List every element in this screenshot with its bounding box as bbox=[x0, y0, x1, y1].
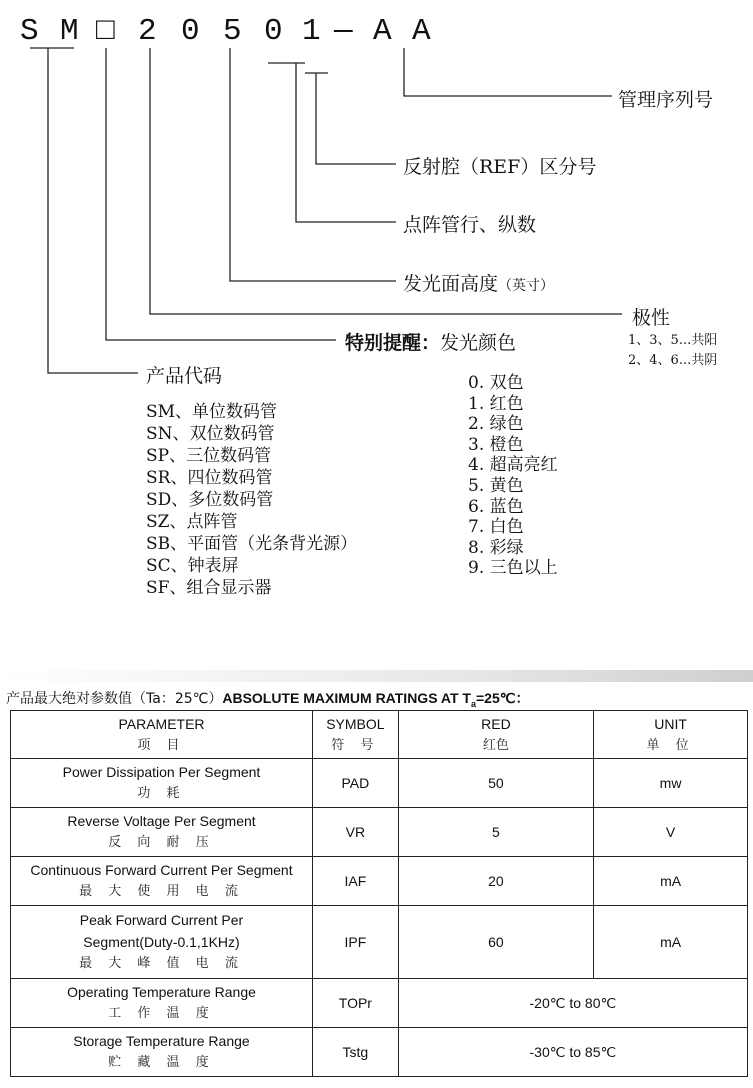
list-item: SP、三位数码管 bbox=[146, 446, 272, 466]
code-char-5: 5 bbox=[223, 14, 242, 49]
label-height bbox=[403, 269, 554, 296]
color-list bbox=[468, 373, 558, 579]
row-parameter bbox=[11, 1028, 313, 1077]
header-parameter-cn: 项 目 bbox=[137, 737, 186, 753]
list-item: 8. 彩绿 bbox=[468, 537, 524, 558]
note-prefix: 特别提醒： bbox=[345, 332, 441, 354]
header-unit-en: UNIT bbox=[654, 715, 687, 732]
row-value: 60 bbox=[398, 906, 593, 979]
header-red-en: RED bbox=[481, 715, 511, 732]
list-item: SN、双位数码管 bbox=[146, 424, 275, 444]
row-parameter-en: Operating Temperature Range bbox=[67, 984, 256, 1000]
header-red-cn: 红色 bbox=[482, 737, 509, 753]
leader-product bbox=[48, 48, 138, 373]
table-title-cn: 产品最大绝对参数值（Ta：25℃） bbox=[6, 691, 223, 707]
row-parameter-en: Power Dissipation Per Segment bbox=[62, 764, 261, 780]
list-item: SM、单位数码管 bbox=[146, 402, 278, 422]
section-divider bbox=[0, 670, 753, 682]
row-value: 20 bbox=[398, 857, 593, 906]
row-parameter bbox=[11, 808, 313, 857]
table-row bbox=[11, 906, 748, 979]
table-header-row bbox=[11, 711, 748, 759]
polarity-common-anode: 1、3、5...共阳 bbox=[628, 333, 718, 348]
label-product-code: 产品代码 bbox=[146, 365, 223, 387]
code-char-box: □ bbox=[96, 14, 115, 49]
list-item: 2. 绿色 bbox=[468, 414, 524, 435]
ratings-table bbox=[10, 710, 748, 1077]
code-char-0a: 0 bbox=[181, 14, 200, 49]
leader-ref-drop bbox=[316, 73, 396, 164]
row-symbol: IPF bbox=[313, 906, 399, 979]
table-title-sub: a bbox=[470, 698, 476, 709]
header-symbol-en: SYMBOL bbox=[326, 715, 385, 732]
table-row bbox=[11, 979, 748, 1028]
row-unit: mA bbox=[594, 857, 748, 906]
list-item: 9. 三色以上 bbox=[468, 558, 558, 579]
product-code-list bbox=[146, 401, 357, 599]
row-parameter-en2: Segment(Duty-0.1,1KHz) bbox=[83, 934, 240, 950]
header-parameter bbox=[11, 711, 313, 759]
table-title-tail: =25℃： bbox=[475, 690, 530, 706]
row-symbol: Tstg bbox=[313, 1028, 399, 1077]
row-parameter-en: Peak Forward Current Per bbox=[79, 912, 244, 928]
header-unit bbox=[594, 711, 748, 759]
label-dot-matrix: 点阵管行、纵数 bbox=[403, 214, 537, 236]
row-unit: mA bbox=[594, 906, 748, 979]
row-parameter bbox=[11, 759, 313, 808]
label-ref-code: 反射腔（REF）区分号 bbox=[403, 156, 597, 178]
code-char-2: 2 bbox=[138, 14, 157, 49]
list-item: SB、平面管（光条背光源） bbox=[146, 534, 358, 554]
row-symbol: PAD bbox=[313, 759, 399, 808]
row-parameter-en: Storage Temperature Range bbox=[73, 1033, 250, 1049]
header-unit-cn: 单 位 bbox=[646, 737, 695, 753]
row-parameter-en: Reverse Voltage Per Segment bbox=[67, 813, 256, 829]
list-item: SD、多位数码管 bbox=[146, 490, 274, 510]
note-color: 发光颜色 bbox=[440, 332, 517, 354]
row-parameter-cn: 贮 藏 温 度 bbox=[108, 1055, 215, 1070]
row-parameter bbox=[11, 906, 313, 979]
list-item: 4. 超高亮红 bbox=[468, 455, 558, 476]
code-char-1: 1 bbox=[302, 14, 321, 49]
row-symbol: VR bbox=[313, 808, 399, 857]
polarity-common-cathode: 2、4、6...共阴 bbox=[628, 353, 718, 368]
row-parameter bbox=[11, 857, 313, 906]
row-unit: mw bbox=[594, 759, 748, 808]
row-value: 5 bbox=[398, 808, 593, 857]
row-symbol: TOPr bbox=[313, 979, 399, 1028]
code-char-a2: A bbox=[412, 14, 431, 49]
list-item: 7. 白色 bbox=[468, 517, 524, 538]
code-char-0b: 0 bbox=[264, 14, 283, 49]
table-row bbox=[11, 1028, 748, 1077]
list-item: SF、组合显示器 bbox=[146, 578, 272, 598]
row-unit: V bbox=[594, 808, 748, 857]
label-polarity: 极性 bbox=[632, 307, 671, 329]
leader-color bbox=[106, 48, 336, 340]
list-item: 3. 橙色 bbox=[468, 434, 524, 455]
row-parameter-cn: 功 耗 bbox=[137, 786, 186, 801]
list-item: 6. 蓝色 bbox=[468, 496, 524, 517]
list-item: 0. 双色 bbox=[468, 373, 524, 393]
list-item: SZ、点阵管 bbox=[146, 512, 238, 532]
leader-dot-matrix-drop bbox=[296, 63, 396, 222]
code-char-m: M bbox=[60, 14, 79, 49]
row-value-range: -20℃ to 80℃ bbox=[398, 979, 747, 1028]
row-symbol: IAF bbox=[313, 857, 399, 906]
label-height-unit: （英寸） bbox=[498, 278, 555, 294]
header-symbol bbox=[313, 711, 399, 759]
list-item: 1. 红色 bbox=[468, 393, 524, 414]
row-parameter-cn: 工 作 温 度 bbox=[108, 1006, 215, 1021]
header-red bbox=[398, 711, 593, 759]
row-value: 50 bbox=[398, 759, 593, 808]
leader-serial bbox=[404, 48, 612, 96]
list-item: 5. 黄色 bbox=[468, 475, 524, 496]
row-value-range: -30℃ to 85℃ bbox=[398, 1028, 747, 1077]
header-parameter-en: PARAMETER bbox=[118, 715, 205, 732]
row-parameter-cn: 最 大 使 用 电 流 bbox=[79, 884, 244, 899]
label-serial: 管理序列号 bbox=[618, 89, 714, 111]
code-char-s: S bbox=[20, 14, 39, 49]
code-char-dash: — bbox=[334, 14, 353, 49]
table-row bbox=[11, 759, 748, 808]
list-item: SR、四位数码管 bbox=[146, 468, 273, 488]
row-parameter-cn: 最 大 峰 值 电 流 bbox=[79, 956, 244, 971]
row-parameter bbox=[11, 979, 313, 1028]
row-parameter-en: Continuous Forward Current Per Segment bbox=[30, 862, 293, 878]
header-symbol-cn: 符 号 bbox=[331, 737, 380, 753]
table-row bbox=[11, 857, 748, 906]
table-row bbox=[11, 808, 748, 857]
table-title bbox=[6, 688, 529, 709]
table-title-en: ABSOLUTE MAXIMUM RATINGS AT T bbox=[222, 690, 471, 706]
label-color-note bbox=[345, 328, 516, 355]
code-char-a1: A bbox=[373, 14, 392, 49]
label-height-main: 发光面高度 bbox=[403, 273, 499, 295]
row-parameter-cn: 反 向 耐 压 bbox=[108, 835, 215, 850]
list-item: SC、钟表屏 bbox=[146, 556, 239, 576]
